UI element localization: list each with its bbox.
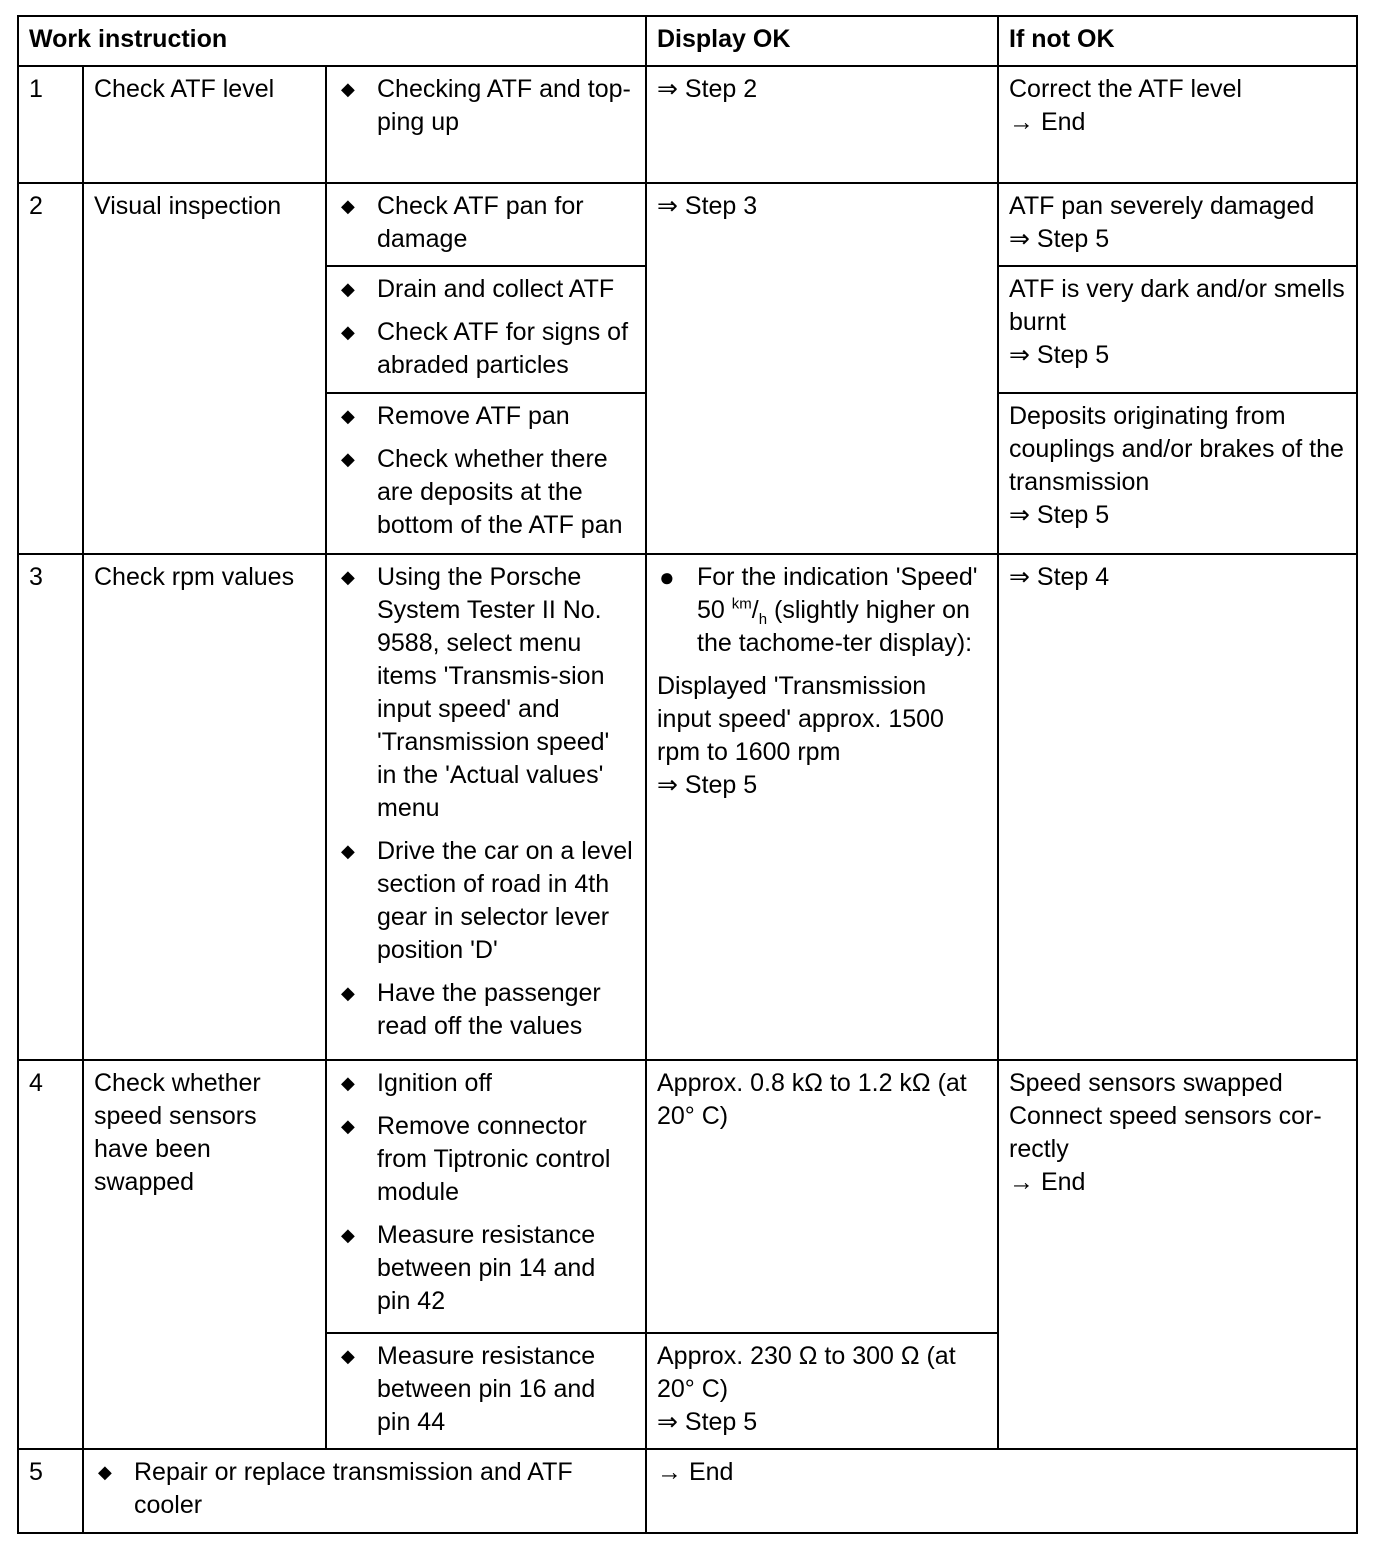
list-item: ◆ Drain and collect ATF — [337, 273, 635, 306]
list-item: ◆ Ignition off — [337, 1067, 635, 1100]
unit-numerator: km — [731, 595, 752, 613]
not-ok-cell: Deposits originating from couplings and/or brakes of the transmission ⇒ Step 5 — [998, 393, 1357, 554]
header-display-ok: Display OK — [646, 16, 998, 66]
diamond-bullet-icon: ◆ — [341, 567, 355, 587]
step-number: 4 — [18, 1060, 83, 1449]
step-label: Check ATF level — [83, 66, 326, 183]
step-actions — [326, 554, 646, 1060]
display-ok-cell: Approx. 0.8 kΩ to 1.2 kΩ (at 20° C) — [646, 1060, 998, 1333]
display-ok-cell: Approx. 230 Ω to 300 Ω (at 20° C) ⇒ Step 5 — [646, 1333, 998, 1449]
not-ok-cell: Speed sensors swapped Connect speed sensors cor-rectly → End — [998, 1060, 1357, 1449]
table-row — [18, 183, 1357, 266]
step-actions — [326, 266, 646, 393]
diamond-bullet-icon: ◆ — [341, 279, 355, 299]
ok-description: Displayed 'Transmission input speed' approx. 1500 rpm to 1600 rpm — [657, 672, 944, 766]
step-actions — [326, 1333, 646, 1449]
list-item: ◆ Check ATF pan for damage — [337, 190, 635, 256]
table-row — [18, 1060, 1357, 1333]
diamond-bullet-icon: ◆ — [341, 449, 355, 469]
step-label: Check whether speed sensors have been swapped — [83, 1060, 326, 1449]
table-row — [18, 66, 1357, 183]
table-row — [18, 1449, 1357, 1533]
work-instruction-table — [17, 15, 1358, 1534]
list-item: ◆ Check ATF for signs of abraded particles — [337, 316, 635, 382]
step-number: 2 — [18, 183, 83, 554]
diamond-bullet-icon: ◆ — [341, 1116, 355, 1136]
header-if-not-ok: If not OK — [998, 16, 1357, 66]
list-item: ◆ Have the passenger read off the values — [337, 977, 635, 1043]
step-number: 5 — [18, 1449, 83, 1533]
step-number: 3 — [18, 554, 83, 1060]
display-ok-cell: → End — [646, 1449, 1357, 1533]
not-ok-cell: ATF is very dark and/or smells burnt ⇒ Step 5 — [998, 266, 1357, 393]
list-item: ◆ Remove ATF pan — [337, 400, 635, 433]
diamond-bullet-icon: ◆ — [98, 1462, 112, 1482]
step-number: 1 — [18, 66, 83, 183]
not-ok-cell: Correct the ATF level → End — [998, 66, 1357, 183]
display-ok-cell — [646, 554, 998, 1060]
diamond-bullet-icon: ◆ — [341, 1346, 355, 1366]
step-actions — [326, 66, 646, 183]
diamond-bullet-icon: ◆ — [341, 841, 355, 861]
unit-denominator: h — [758, 611, 768, 628]
step-label: Check rpm values — [83, 554, 326, 1060]
step-actions — [326, 183, 646, 266]
step-actions — [83, 1449, 646, 1533]
list-item: ◆ Measure resistance between pin 16 and pin 44 — [337, 1340, 635, 1439]
header-work-instruction: Work instruction — [18, 16, 646, 66]
diamond-bullet-icon: ◆ — [341, 983, 355, 1003]
diamond-bullet-icon: ◆ — [341, 1073, 355, 1093]
not-ok-cell: ⇒ Step 4 — [998, 554, 1357, 1060]
list-item: ◆ Repair or replace transmission and ATF cooler — [94, 1456, 635, 1522]
step-actions — [326, 393, 646, 554]
list-item: ◆ Checking ATF and top-ping up — [337, 73, 635, 139]
dot-bullet-icon: ● — [659, 562, 675, 592]
diamond-bullet-icon: ◆ — [341, 406, 355, 426]
ok-next-step: ⇒ Step 5 — [657, 771, 758, 799]
not-ok-cell: ATF pan severely damaged ⇒ Step 5 — [998, 183, 1357, 266]
table-row — [18, 554, 1357, 1060]
display-ok-cell: ⇒ Step 3 — [646, 183, 998, 554]
diamond-bullet-icon: ◆ — [341, 196, 355, 216]
list-item: ◆ Remove connector from Tiptronic control module — [337, 1110, 635, 1209]
diamond-bullet-icon: ◆ — [341, 79, 355, 99]
list-item: ◆ Using the Porsche System Tester II No. 9588, select menu items 'Transmis-sion input speed' and 'Transmission speed' in the 'Actual values' menu — [337, 561, 635, 825]
header-row — [18, 16, 1357, 66]
diamond-bullet-icon: ◆ — [341, 1225, 355, 1245]
diamond-bullet-icon: ◆ — [341, 322, 355, 342]
list-item: ● For the indication 'Speed' 50 $^{km}/_h$ (slightly higher on the tachome-ter display): — [659, 562, 978, 657]
list-item: ◆ Measure resistance between pin 14 and pin 42 — [337, 1219, 635, 1318]
list-item: ◆ Drive the car on a level section of road in 4th gear in selector lever position 'D' — [337, 835, 635, 967]
display-ok-cell: ⇒ Step 2 — [646, 66, 998, 183]
step-actions — [326, 1060, 646, 1333]
list-item: ◆ Check whether there are deposits at the bottom of the ATF pan — [337, 443, 635, 542]
step-label: Visual inspection — [83, 183, 326, 554]
